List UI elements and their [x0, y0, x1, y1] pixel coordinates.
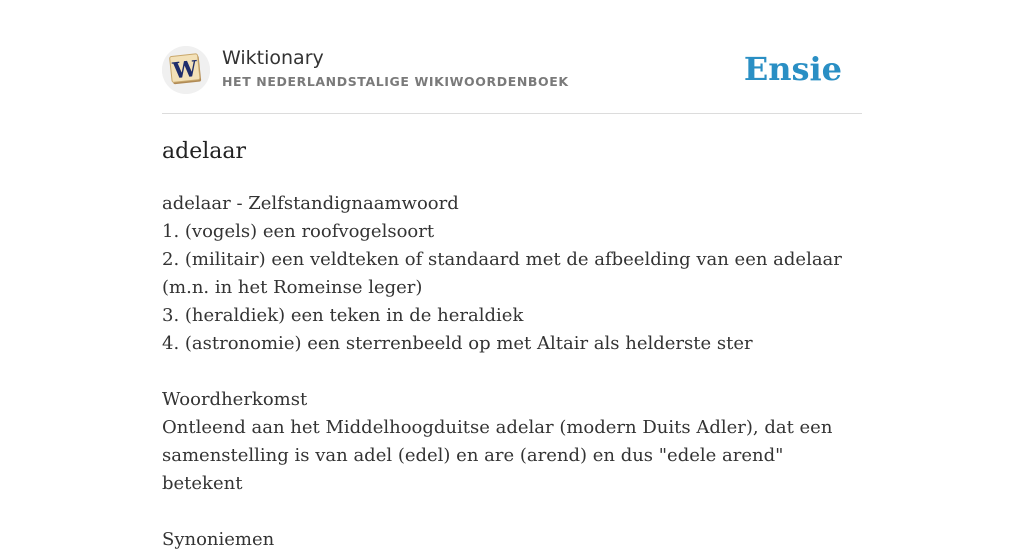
wiktionary-logo[interactable] — [162, 46, 210, 94]
entry-content — [162, 190, 862, 554]
definition-item: 3. (heraldiek) een teken in de heraldiek — [162, 305, 524, 326]
etymology-text: Ontleend aan het Middelhoogduitse adelar (modern Duits Adler), dat een samenstelling is van adel (edel) en are (arend) en dus "edele arend" betekent — [162, 417, 833, 494]
site-name[interactable]: Wiktionary — [222, 47, 324, 69]
definition-item: 4. (astronomie) een sterrenbeeld op met Altair als helderste ster — [162, 333, 753, 354]
synonyms-heading: Synoniemen — [162, 529, 275, 550]
logo-letter: W — [171, 55, 199, 85]
wiktionary-tile-icon — [162, 46, 210, 94]
definition-item: 2. (militair) een veldteken of standaard met de afbeelding van een adelaar (m.n. in het Romeinse leger) — [162, 249, 842, 298]
site-subtitle: HET NEDERLANDSTALIGE WIKIWOORDENBOEK — [222, 74, 569, 89]
spacer — [162, 358, 862, 386]
spacer — [162, 498, 862, 526]
part-of-speech-line: adelaar - Zelfstandignaamwoord — [162, 193, 459, 214]
ensie-logo-link[interactable]: Ensie — [743, 50, 842, 88]
main-container — [162, 0, 862, 550]
page-title: adelaar — [162, 139, 247, 164]
etymology-heading: Woordherkomst — [162, 389, 308, 410]
definition-item: 1. (vogels) een roofvogelsoort — [162, 221, 435, 242]
site-header — [162, 0, 862, 114]
